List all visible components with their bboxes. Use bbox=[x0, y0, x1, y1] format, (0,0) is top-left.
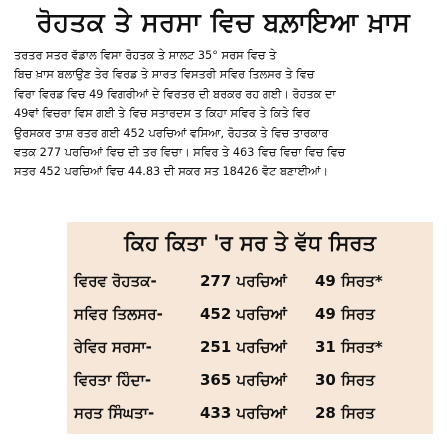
temperature-value: 49 ਸਿਰਤ bbox=[315, 305, 375, 323]
body-line: 49ਵਾਂ ਵਿਚਰਾ ਵਿਸ ਗਈ ਤੇ ਵਿਚ ਸਤਾਰਦਸ ਤ ਕਿਹਾ ਸਵਿਰ ਤੇ ਕਿਤੇ ਵਿਰ bbox=[14, 107, 310, 121]
count-value: 277 ਪਰਚਿਆਂ bbox=[200, 272, 287, 290]
stats-row bbox=[67, 266, 433, 296]
city-name: ਵਿਰਤਾ ਹਿੰਦਾ- bbox=[74, 371, 152, 389]
article-body bbox=[14, 46, 438, 182]
city-name: ਵਿਰਵ ਰੋਹਤਕ- bbox=[74, 272, 157, 290]
body-line: ਬਿਚ ਖ਼ਾਸ ਬਲਾਉਣ ਤੇਰ ਵਿਰਡ ਤੇ ਸਾਰਤ ਵਿਸਤਰੀ ਸਵਿਰ ਤਿਲਸਰ ਤੇ ਵਿਚ bbox=[14, 68, 315, 82]
body-line: ਤਰਤਰ ਸਤਰ ਵੱਡਾਲ ਵਿਸਾ ਰੋਹਤਕ ਤੇ ਸਾਲਟ 35° ਸਰਸ ਵਿਚ ਤੇ bbox=[14, 49, 277, 62]
count-value: 452 ਪਰਚਿਆਂ bbox=[200, 305, 287, 323]
count-value: 365 ਪਰਚਿਆਂ bbox=[200, 371, 287, 389]
city-name: ਸਰਤ ਸਿੰਘਤਾ- bbox=[74, 404, 155, 422]
stats-row bbox=[67, 299, 433, 329]
body-line: ਵਤਕ 277 ਪਰਚਿਆਂ ਵਿਚ ਦੀ ਤਰ ਵਿਚਾ। ਸਵਿਰ ਤੇ 463 ਵਿਚ ਵਿਚਾ ਵਿਚ ਵਿਚ bbox=[14, 145, 346, 159]
count-value: 433 ਪਰਚਿਆਂ bbox=[200, 404, 287, 422]
temperature-value: 31 ਸਿਰਤ* bbox=[315, 338, 383, 356]
body-line: ਉਰਸਕਰ ਤਾਸ਼ ਰਤਰ ਗਈ 452 ਪਰਚਿਆਂ ਵਸਿਆ, ਰੋਹਤਕ ਤੇ ਵਿਚ ਤਾਰਕਾਰ bbox=[14, 126, 329, 140]
city-name: ਸਵਿਰ ਤਿਲਸਰ- bbox=[74, 305, 163, 323]
temperature-value: 30 ਸਿਰਤ bbox=[315, 371, 375, 389]
stats-row bbox=[67, 332, 433, 362]
city-name: ਰੇਵਿਰ ਸਰਸਾ- bbox=[74, 338, 152, 356]
body-line: ਸਤਰ 452 ਪਰਚਿਆਂ ਵਿਚ 44.83 ਦੀ ਸਕਰ ਸਤ 18426 ਵੋਟ ਬਣਾਈਆਂ। bbox=[14, 165, 328, 179]
body-line: ਵਿਰਾ ਵਿਰਡ ਵਿਚ 49 ਵਿਗਰੀਆਂ ਦੇ ਵਿਰਤਰ ਦੀ ਬਰਕਰ ਰਹ ਗਈ। ਰੋਹਤਕ ਦਾ bbox=[14, 87, 336, 101]
temperature-value: 49 ਸਿਰਤ* bbox=[315, 272, 383, 290]
temperature-value: 28 ਸਿਰਤ bbox=[315, 404, 375, 422]
stats-box bbox=[67, 222, 433, 434]
stats-box-title: ਕਿਹ ਕਿਤਾ 'ਰ ਸਰ ਤੇ ਵੱਧ ਸਿਰਤ bbox=[124, 231, 376, 255]
count-value: 251 ਪਰਚਿਆਂ bbox=[200, 338, 287, 356]
stats-row bbox=[67, 398, 433, 428]
headline: ਰੋਹਤਕ ਤੇ ਸਰਸਾ ਵਿਚ ਬਲ਼ਾਇਆ ਖ਼ਾਸ bbox=[36, 8, 411, 38]
stats-row bbox=[67, 365, 433, 395]
